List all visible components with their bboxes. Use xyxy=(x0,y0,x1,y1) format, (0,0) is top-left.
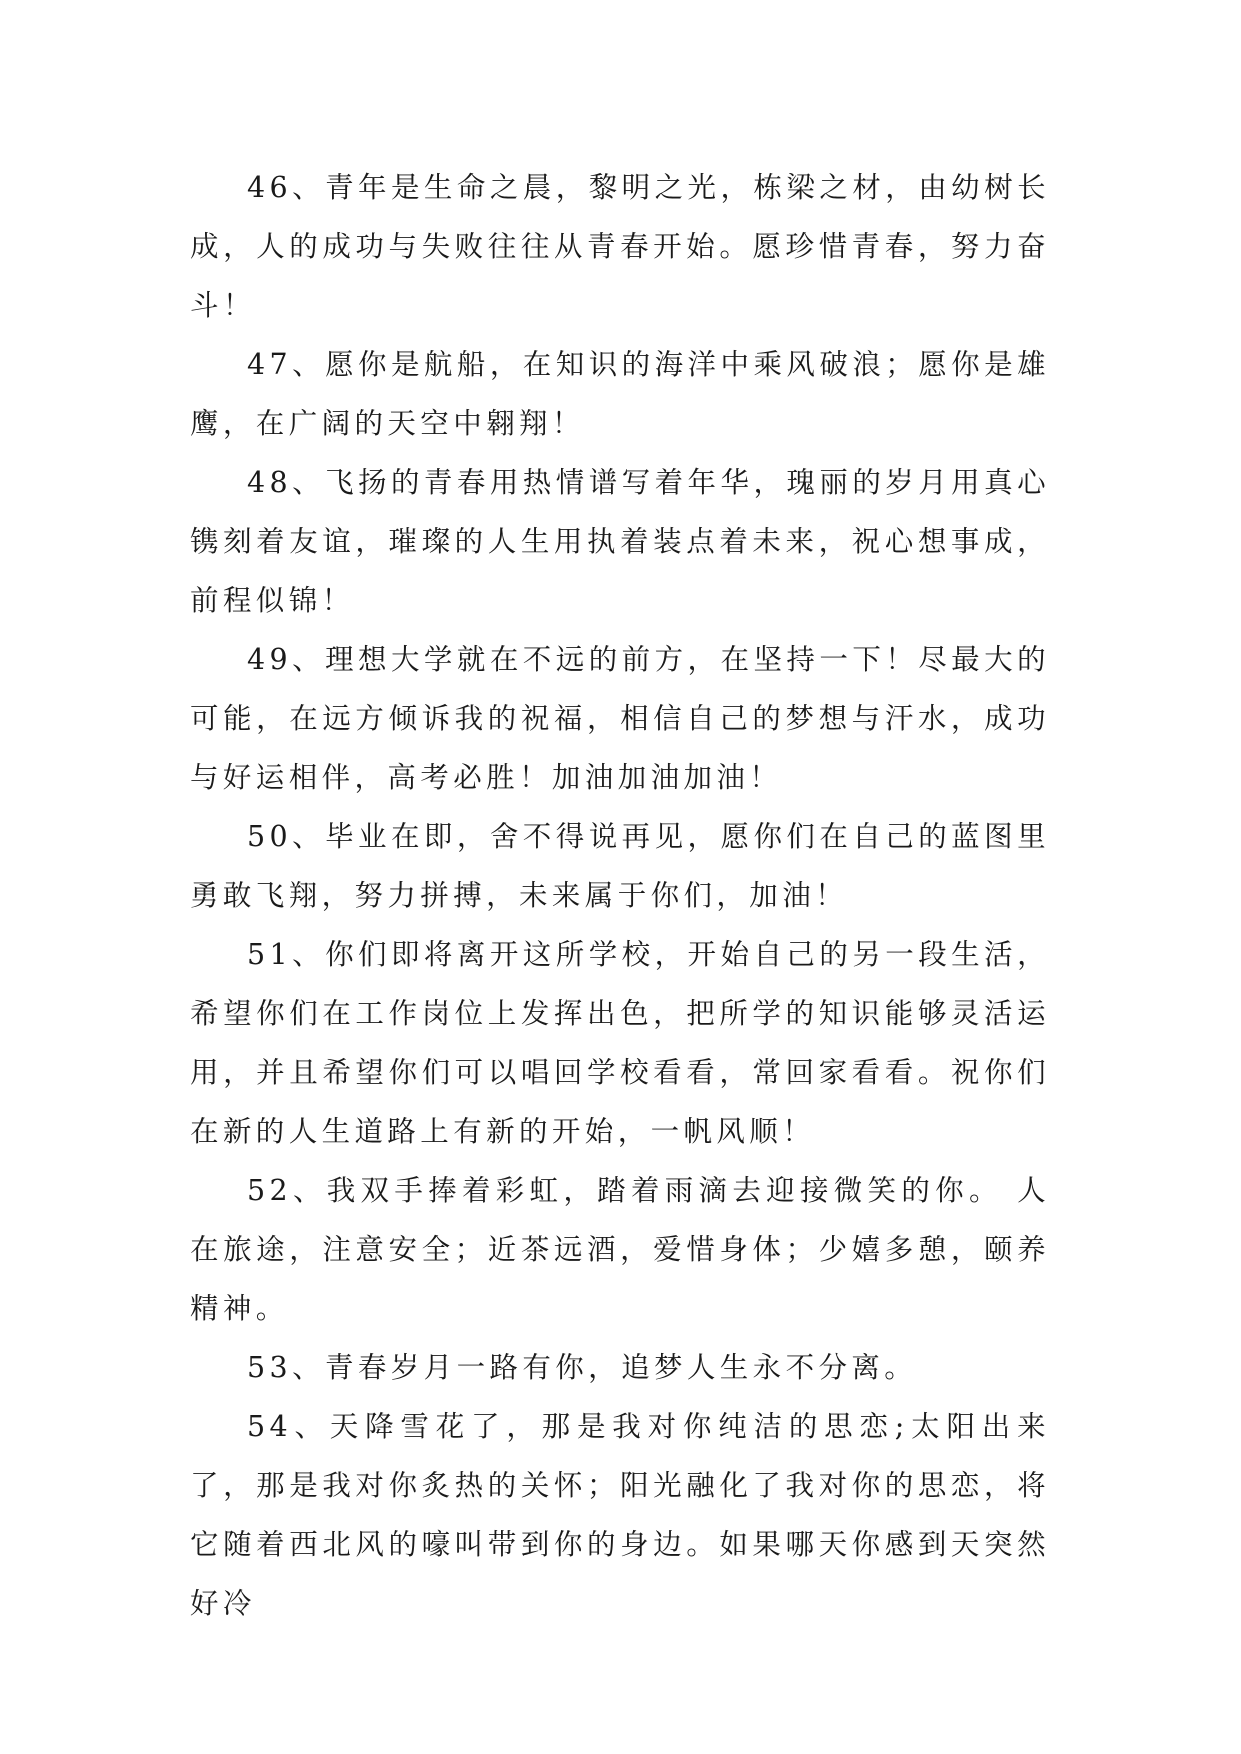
paragraph-47: 47、愿你是航船，在知识的海洋中乘风破浪；愿你是雄鹰，在广阔的天空中翱翔！ xyxy=(190,348,1050,440)
paragraph-54: 54、天降雪花了，那是我对你纯洁的思恋;太阳出来了，那是我对你炙热的关怀；阳光融化了我对你的思恋，将它随着西北风的嚎叫带到你的身边。如果哪天你感到天突然好冷 xyxy=(190,1410,1050,1620)
paragraph-49: 49、理想大学就在不远的前方，在坚持一下！尽最大的可能，在远方倾诉我的祝福，相信自己的梦想与汗水，成功与好运相伴，高考必胜！加油加油加油！ xyxy=(190,643,1050,794)
paragraph-46: 46、青年是生命之晨，黎明之光，栋梁之材，由幼树长成，人的成功与失败往往从青春开始。愿珍惜青春，努力奋斗！ xyxy=(190,171,1050,322)
paragraph-53: 53、青春岁月一路有你，追梦人生永不分离。 xyxy=(247,1351,918,1384)
paragraph-51: 51、你们即将离开这所学校，开始自己的另一段生活，希望你们在工作岗位上发挥出色，把所学的知识能够灵活运用，并且希望你们可以唱回学校看看，常回家看看。祝你们在新的人生道路上有新的开始，一帆风顺！ xyxy=(190,938,1050,1148)
paragraph-48: 48、飞扬的青春用热情谱写着年华，瑰丽的岁月用真心镌刻着友谊，璀璨的人生用执着装点着未来，祝心想事成，前程似锦！ xyxy=(190,466,1050,617)
document-body xyxy=(190,158,1050,1633)
paragraph-50: 50、毕业在即，舍不得说再见，愿你们在自己的蓝图里勇敢飞翔，努力拼搏，未来属于你们，加油！ xyxy=(190,820,1050,912)
paragraph-52: 52、我双手捧着彩虹，踏着雨滴去迎接微笑的你。 人在旅途，注意安全；近茶远酒，爱惜身体；少嬉多憩，颐养精神。 xyxy=(190,1174,1050,1325)
